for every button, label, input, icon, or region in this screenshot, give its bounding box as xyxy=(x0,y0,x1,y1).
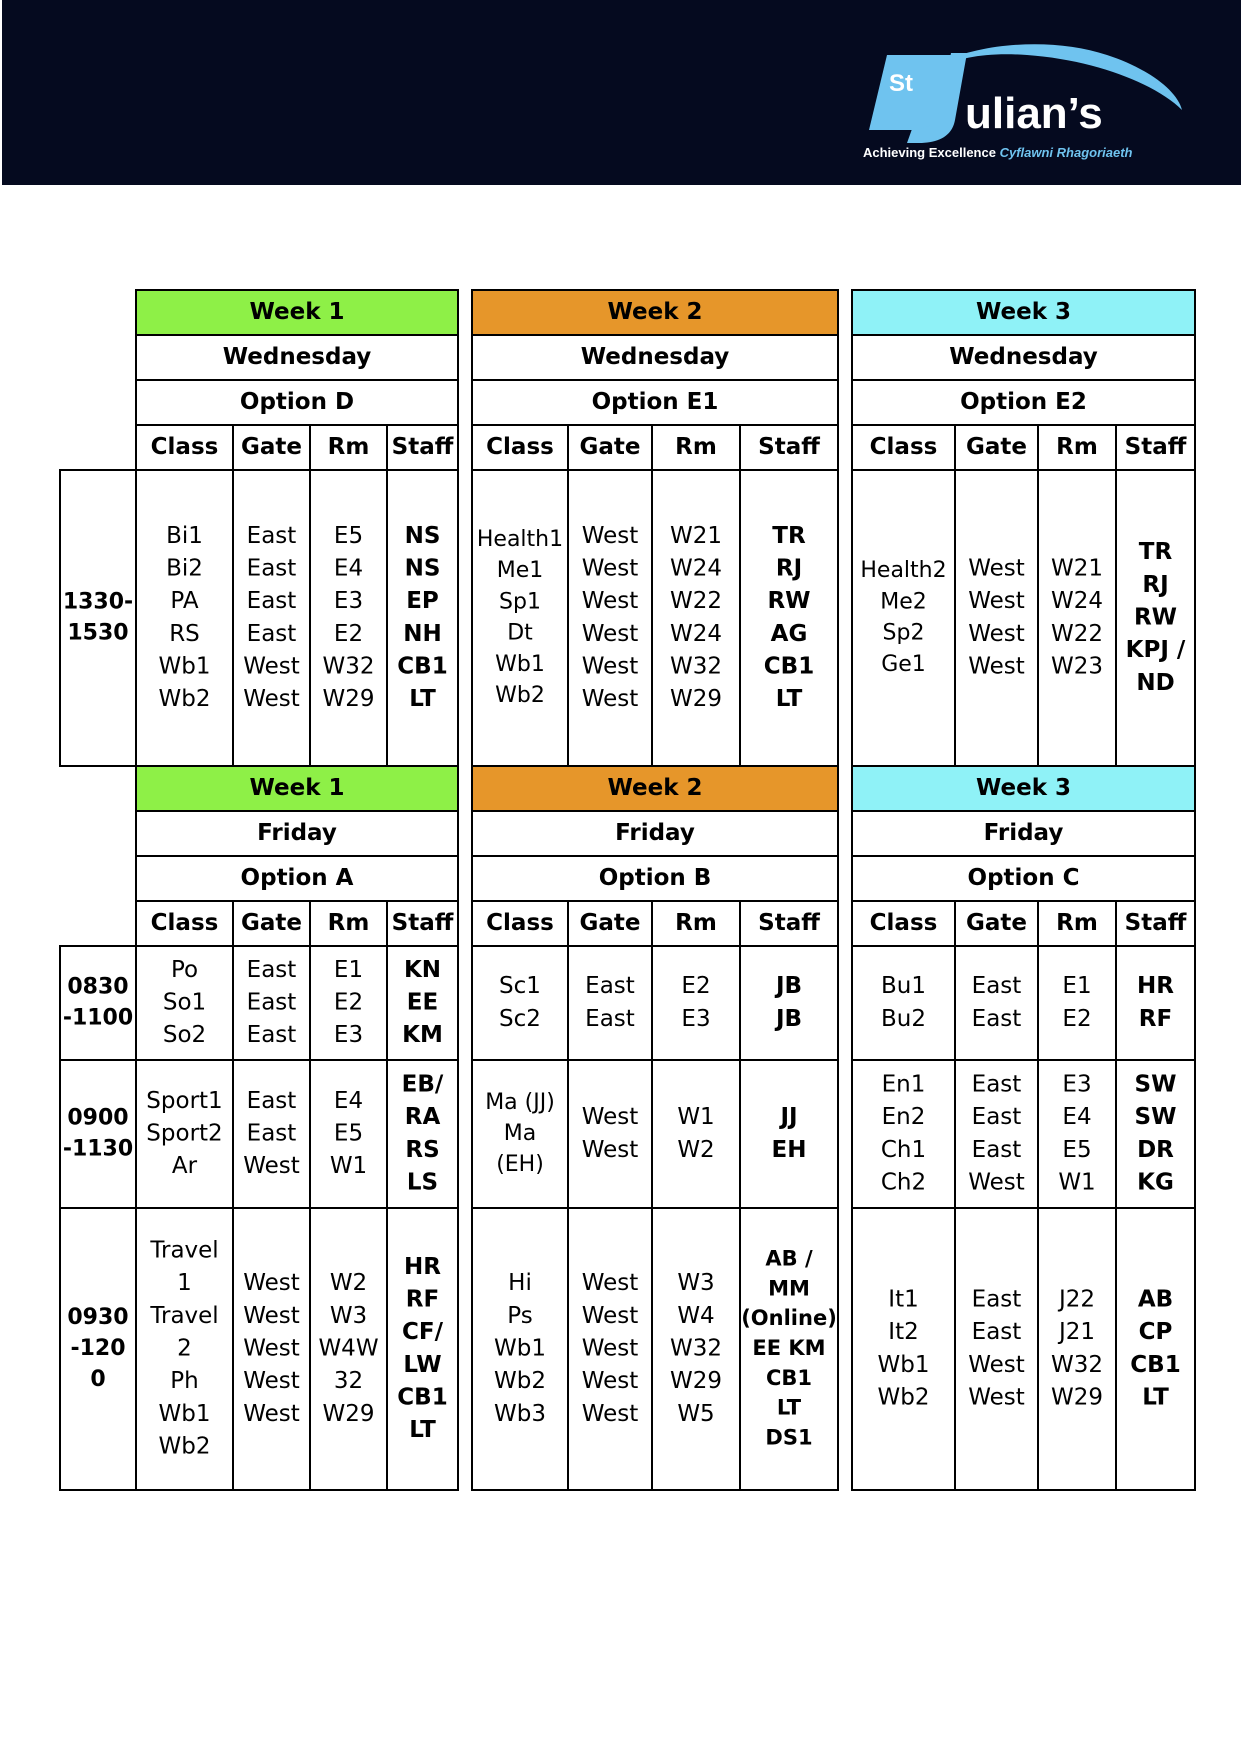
gate-value: West xyxy=(968,555,1025,582)
rm-value: W24 xyxy=(669,555,723,582)
column-header: Rm xyxy=(327,434,370,460)
day-label: Wednesday xyxy=(580,344,730,370)
rm-value: W22 xyxy=(669,588,723,615)
class-value: Health2 xyxy=(860,558,947,584)
cell-class xyxy=(472,946,568,1060)
rm-value: W4 xyxy=(677,1302,715,1329)
cell-class xyxy=(852,470,955,766)
gate-value: West xyxy=(581,1335,639,1362)
staff-value: KN xyxy=(403,956,442,983)
rm-value: E5 xyxy=(1062,1136,1092,1163)
staff-value: RW xyxy=(767,588,811,615)
class-value: Wb2 xyxy=(877,1384,930,1411)
rm-value: W32 xyxy=(322,653,375,680)
staff-value: EP xyxy=(406,588,439,615)
class-value: Ma xyxy=(503,1121,537,1146)
gate-value: West xyxy=(968,588,1025,615)
gate-value: West xyxy=(581,686,639,713)
gate-value: West xyxy=(968,1384,1025,1411)
gate-value: West xyxy=(243,653,300,680)
staff-value: TR xyxy=(1138,539,1173,566)
rm-value: W3 xyxy=(329,1302,368,1329)
gate-value: West xyxy=(581,588,639,615)
rm-value: W2 xyxy=(329,1270,368,1297)
rm-value: W32 xyxy=(1050,1351,1104,1378)
staff-value: KPJ / xyxy=(1125,637,1186,664)
cell-staff xyxy=(740,946,838,1060)
cell-staff xyxy=(387,470,458,766)
class-value: Bi1 xyxy=(166,522,203,549)
rm-value: W29 xyxy=(669,686,723,713)
staff-value: RF xyxy=(405,1286,440,1313)
cell-gate xyxy=(568,470,652,766)
gate-value: West xyxy=(581,555,639,582)
option-label: Option D xyxy=(239,389,355,415)
class-value: 1 xyxy=(177,1270,192,1297)
class-value: Ge1 xyxy=(881,651,926,677)
column-header: Rm xyxy=(327,910,370,936)
staff-value: (Online) xyxy=(741,1306,837,1331)
class-value: PA xyxy=(170,588,199,615)
staff-value: LT xyxy=(409,1417,436,1444)
column-header: Class xyxy=(869,910,938,936)
column-header: Rm xyxy=(675,910,717,936)
class-value: Wb1 xyxy=(494,1335,546,1362)
rm-value: E4 xyxy=(1062,1104,1092,1131)
class-value: Me1 xyxy=(496,558,544,584)
rm-value: W5 xyxy=(677,1400,715,1427)
class-value: Travel xyxy=(150,1237,219,1264)
staff-value: CB1 xyxy=(765,1365,813,1390)
option-label: Option A xyxy=(240,865,354,891)
option-label: Option B xyxy=(598,865,712,891)
week-label: Week 3 xyxy=(975,299,1072,325)
option-label: Option E1 xyxy=(591,389,719,415)
time-label: 1530 xyxy=(67,620,129,646)
staff-value: CB1 xyxy=(1130,1351,1181,1378)
rm-value: W21 xyxy=(1050,555,1104,582)
column-header: Gate xyxy=(579,434,641,460)
class-value: Wb2 xyxy=(495,683,545,709)
class-value: Ch2 xyxy=(880,1169,927,1196)
column-header: Rm xyxy=(1056,910,1098,936)
class-value: Me2 xyxy=(880,589,927,615)
staff-value: DS1 xyxy=(765,1425,813,1450)
cell-gate xyxy=(955,946,1038,1060)
class-value: Ar xyxy=(171,1153,198,1180)
cell-gate xyxy=(233,470,310,766)
cell-staff xyxy=(387,1208,458,1490)
staff-value: AB xyxy=(1137,1286,1174,1313)
gate-value: West xyxy=(243,1335,300,1362)
staff-value: NS xyxy=(404,555,441,582)
rm-value: W29 xyxy=(322,686,375,713)
gate-value: East xyxy=(246,620,297,647)
rm-value: W1 xyxy=(329,1153,368,1180)
column-header: Class xyxy=(486,434,554,460)
staff-value: AG xyxy=(770,620,808,647)
gate-value: West xyxy=(581,1368,639,1395)
class-value: (EH) xyxy=(496,1152,544,1178)
staff-value: SW xyxy=(1134,1071,1177,1098)
staff-value: RW xyxy=(1133,604,1178,631)
staff-value: TR xyxy=(772,522,806,549)
gate-value: East xyxy=(971,1319,1022,1346)
gate-value: West xyxy=(581,1104,639,1131)
class-value: It1 xyxy=(888,1286,919,1313)
gate-value: West xyxy=(581,522,639,549)
cell-gate xyxy=(568,1060,652,1208)
day-label: Wednesday xyxy=(222,344,372,370)
cell-rm xyxy=(1038,470,1116,766)
cell-staff xyxy=(1116,946,1195,1060)
rm-value: W1 xyxy=(677,1104,715,1131)
logo-prefix: St xyxy=(889,70,913,97)
gate-value: West xyxy=(968,653,1025,680)
rm-value: J21 xyxy=(1058,1319,1096,1346)
gate-value: East xyxy=(585,1005,635,1032)
day-label: Friday xyxy=(983,820,1064,846)
rm-value: W22 xyxy=(1050,620,1104,647)
column-header: Gate xyxy=(579,910,641,936)
class-value: Sc1 xyxy=(499,973,541,1000)
class-value: Health1 xyxy=(476,526,564,552)
column-header: Staff xyxy=(391,434,454,460)
gate-value: East xyxy=(971,973,1022,1000)
column-header: Staff xyxy=(758,434,820,460)
time-label: -1100 xyxy=(62,1005,134,1031)
rm-value: W3 xyxy=(677,1270,715,1297)
time-label: 0830 xyxy=(67,974,129,1000)
staff-value: KM xyxy=(402,1022,443,1049)
rm-value: W4W xyxy=(318,1335,379,1362)
gate-value: East xyxy=(585,973,635,1000)
class-value: Po xyxy=(170,956,199,983)
class-value: Sport1 xyxy=(146,1087,223,1114)
class-value: So2 xyxy=(162,1022,207,1049)
rm-value: W32 xyxy=(669,1335,723,1362)
gate-value: East xyxy=(971,1286,1022,1313)
gate-value: East xyxy=(971,1005,1022,1032)
staff-value: LW xyxy=(403,1351,442,1378)
rm-value: E3 xyxy=(1062,1071,1092,1098)
cell-staff xyxy=(740,1060,838,1208)
rm-value: W24 xyxy=(1050,588,1104,615)
staff-value: EE xyxy=(406,989,439,1016)
cell-staff xyxy=(1116,1208,1195,1490)
cell-gate xyxy=(955,470,1038,766)
staff-value: RJ xyxy=(775,555,803,582)
rm-value: E4 xyxy=(333,1087,364,1114)
column-header: Class xyxy=(486,910,554,936)
staff-value: HR xyxy=(404,1253,441,1280)
staff-value: CP xyxy=(1138,1319,1173,1346)
gate-value: East xyxy=(971,1104,1022,1131)
column-header: Rm xyxy=(675,434,717,460)
column-header: Gate xyxy=(966,434,1027,460)
column-header: Staff xyxy=(758,910,820,936)
cell-staff xyxy=(740,470,838,766)
cell-rm xyxy=(310,470,387,766)
class-value: Wb1 xyxy=(877,1351,930,1378)
cell-rm xyxy=(1038,946,1116,1060)
rm-value: W29 xyxy=(1050,1384,1104,1411)
time-label: -120 xyxy=(70,1336,126,1361)
staff-value: CF/ xyxy=(402,1319,443,1346)
staff-value: EE KM xyxy=(752,1336,826,1360)
class-value: Wb1 xyxy=(495,651,545,677)
rm-value: W32 xyxy=(669,653,723,680)
staff-value: LT xyxy=(776,1395,802,1420)
class-value: Bu1 xyxy=(881,973,926,1000)
time-cell xyxy=(60,1060,136,1208)
logo-name: ulian’s xyxy=(965,89,1103,138)
class-value: Sc2 xyxy=(499,1005,541,1032)
rm-value: E2 xyxy=(1062,1005,1092,1032)
staff-value: LS xyxy=(406,1169,439,1196)
class-value: 2 xyxy=(177,1335,192,1362)
gate-value: West xyxy=(581,1136,639,1163)
rm-value: E3 xyxy=(333,1022,364,1049)
staff-value: DR xyxy=(1137,1136,1174,1163)
staff-value: CB1 xyxy=(763,653,815,680)
staff-value: CB1 xyxy=(397,1384,448,1411)
column-header: Class xyxy=(869,434,938,460)
staff-value: NS xyxy=(404,522,441,549)
cell-gate xyxy=(955,1208,1038,1490)
rm-value: W29 xyxy=(669,1368,723,1395)
cell-rm xyxy=(1038,1208,1116,1490)
cell-class xyxy=(136,470,233,766)
class-value: So1 xyxy=(162,989,207,1016)
tagline-en: Achieving Excellence xyxy=(863,145,996,160)
column-header: Staff xyxy=(1124,434,1187,460)
staff-value: RF xyxy=(1138,1005,1173,1032)
gate-value: West xyxy=(243,1368,300,1395)
column-header: Gate xyxy=(966,910,1027,936)
gate-value: West xyxy=(243,1302,300,1329)
cell-class xyxy=(852,946,955,1060)
class-value: Bu2 xyxy=(881,1005,926,1032)
staff-value: AB / xyxy=(765,1246,813,1271)
time-label: 0 xyxy=(90,1367,106,1393)
gate-value: East xyxy=(246,956,297,983)
gate-value: West xyxy=(581,653,639,680)
gate-value: West xyxy=(243,1400,300,1427)
week-label: Week 1 xyxy=(249,299,345,325)
gate-value: East xyxy=(246,555,297,582)
gate-value: West xyxy=(581,1400,639,1427)
column-header: Class xyxy=(150,434,219,460)
gate-value: West xyxy=(243,1270,300,1297)
gate-value: West xyxy=(968,620,1025,647)
class-value: En2 xyxy=(881,1104,926,1131)
staff-value: LT xyxy=(775,686,803,713)
class-value: Sp2 xyxy=(882,620,925,646)
staff-value: EH xyxy=(771,1136,807,1163)
column-header: Gate xyxy=(241,434,302,460)
week-label: Week 1 xyxy=(249,775,345,801)
rm-value: J22 xyxy=(1058,1286,1096,1313)
class-value: Bi2 xyxy=(166,555,203,582)
staff-value: HR xyxy=(1137,973,1174,1000)
cell-gate xyxy=(568,946,652,1060)
rm-value: E5 xyxy=(333,1120,364,1147)
rm-value: W21 xyxy=(669,522,723,549)
class-value: Wb1 xyxy=(158,653,211,680)
class-value: Wb2 xyxy=(494,1368,546,1395)
gate-value: East xyxy=(971,1071,1022,1098)
rm-value: E3 xyxy=(333,588,364,615)
class-value: It2 xyxy=(888,1319,919,1346)
gate-value: West xyxy=(581,1270,639,1297)
gate-value: East xyxy=(246,522,297,549)
class-value: Ph xyxy=(170,1368,199,1395)
staff-value: LT xyxy=(1142,1384,1169,1411)
cell-class xyxy=(472,470,568,766)
cell-rm xyxy=(652,1060,740,1208)
rm-value: 32 xyxy=(333,1368,364,1395)
time-label: 0930 xyxy=(67,1304,129,1330)
rm-value: W1 xyxy=(1058,1169,1096,1196)
class-value: Ps xyxy=(507,1302,533,1329)
week-label: Week 3 xyxy=(975,775,1072,801)
staff-value: JB xyxy=(775,973,803,1000)
day-label: Friday xyxy=(615,820,695,846)
gate-value: West xyxy=(968,1351,1025,1378)
staff-value: KG xyxy=(1137,1169,1174,1196)
class-value: Ch1 xyxy=(880,1136,927,1163)
gate-value: East xyxy=(246,1087,297,1114)
option-label: Option C xyxy=(967,865,1080,891)
rm-value: E4 xyxy=(333,555,364,582)
cell-class xyxy=(852,1208,955,1490)
staff-value: MM xyxy=(768,1276,810,1301)
time-label: 0900 xyxy=(67,1105,129,1131)
week-label: Week 2 xyxy=(607,775,703,801)
time-cell xyxy=(60,470,136,766)
column-header: Staff xyxy=(391,910,454,936)
time-cell xyxy=(60,946,136,1060)
staff-value: RJ xyxy=(1142,571,1169,598)
day-label: Wednesday xyxy=(949,344,1098,370)
cell-rm xyxy=(652,470,740,766)
option-label: Option E2 xyxy=(960,389,1087,415)
rm-value: E2 xyxy=(333,989,364,1016)
class-value: Wb1 xyxy=(158,1400,211,1427)
rm-value: W29 xyxy=(322,1400,375,1427)
staff-value: JJ xyxy=(780,1104,798,1131)
rm-value: E5 xyxy=(333,522,364,549)
class-value: Wb3 xyxy=(494,1400,546,1427)
rm-value: E2 xyxy=(333,620,364,647)
rm-value: W23 xyxy=(1050,653,1104,680)
rm-value: E1 xyxy=(333,956,364,983)
rm-value: E3 xyxy=(681,1005,711,1032)
rm-value: E2 xyxy=(681,973,711,1000)
rm-value: E1 xyxy=(1062,973,1092,1000)
column-header: Rm xyxy=(1056,434,1098,460)
class-value: En1 xyxy=(881,1071,926,1098)
gate-value: East xyxy=(246,1022,297,1049)
gate-value: East xyxy=(246,588,297,615)
time-label: 1330- xyxy=(62,589,134,615)
staff-value: SW xyxy=(1134,1104,1177,1131)
gate-value: East xyxy=(246,1120,297,1147)
day-label: Friday xyxy=(257,820,337,846)
gate-value: West xyxy=(968,1169,1025,1196)
column-header: Gate xyxy=(241,910,302,936)
staff-value: CB1 xyxy=(397,653,448,680)
staff-value: RA xyxy=(404,1104,441,1131)
class-value: Sport2 xyxy=(146,1120,223,1147)
rm-value: W2 xyxy=(677,1136,715,1163)
staff-value: EB/ xyxy=(401,1071,444,1098)
gate-value: West xyxy=(243,1153,300,1180)
rm-value: W24 xyxy=(669,620,723,647)
class-value: Wb2 xyxy=(158,1433,211,1460)
class-value: RS xyxy=(169,620,200,647)
staff-value: RS xyxy=(405,1136,440,1163)
class-value: Sp1 xyxy=(499,589,541,615)
gate-value: West xyxy=(243,686,300,713)
column-header: Staff xyxy=(1124,910,1187,936)
staff-value: ND xyxy=(1136,669,1175,696)
staff-value: JB xyxy=(775,1005,803,1032)
class-value: Dt xyxy=(507,620,533,646)
week-label: Week 2 xyxy=(607,299,703,325)
staff-value: NH xyxy=(403,620,442,647)
cell-rm xyxy=(652,946,740,1060)
time-label: -1130 xyxy=(62,1136,134,1162)
tagline-cy: Cyflawni Rhagoriaeth xyxy=(999,145,1133,160)
gate-value: East xyxy=(246,989,297,1016)
class-value: Travel xyxy=(150,1302,219,1329)
column-header: Class xyxy=(150,910,219,936)
staff-value: LT xyxy=(409,686,436,713)
gate-value: West xyxy=(581,1302,639,1329)
class-value: Ma (JJ) xyxy=(485,1089,555,1115)
class-value: Hi xyxy=(508,1270,532,1297)
gate-value: West xyxy=(581,620,639,647)
class-value: Wb2 xyxy=(158,686,211,713)
gate-value: East xyxy=(971,1136,1022,1163)
